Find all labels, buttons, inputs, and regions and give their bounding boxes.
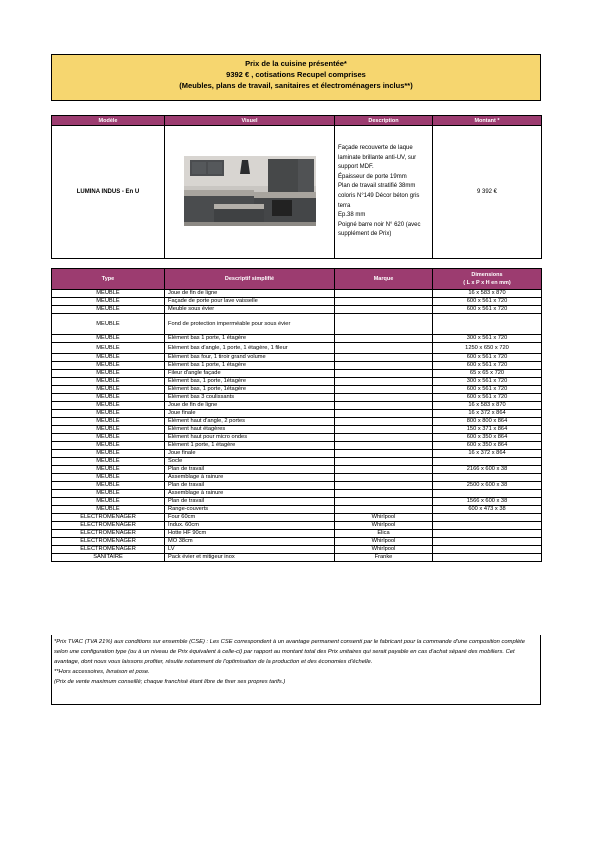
item-brand xyxy=(335,410,433,418)
table-row xyxy=(52,378,542,386)
table-row xyxy=(52,298,542,306)
col-desc: Descriptif simplifié xyxy=(165,269,335,290)
item-brand xyxy=(335,426,433,434)
table-row xyxy=(52,474,542,482)
item-desc: Elément haut pour micro ondes xyxy=(165,434,335,442)
items-header-row xyxy=(52,269,542,290)
item-dim xyxy=(433,458,542,466)
kitchen-photo xyxy=(184,156,316,226)
item-dim: 2166 x 600 x 38 xyxy=(433,466,542,474)
table-row xyxy=(52,450,542,458)
dim-subtitle: ( L x P x H en mm) xyxy=(463,280,511,286)
item-desc: Joue finale xyxy=(165,410,335,418)
item-brand: Whirlpool xyxy=(335,514,433,522)
item-type: MEUBLE xyxy=(52,402,165,410)
item-brand xyxy=(335,370,433,378)
item-desc: Elément haut étagères xyxy=(165,426,335,434)
summary-row xyxy=(52,126,542,259)
item-desc: Elément bas four, 1 tiroir grand volume xyxy=(165,354,335,362)
item-dim: 600 x 561 x 720 xyxy=(433,298,542,306)
summary-header-row xyxy=(52,116,542,126)
table-row xyxy=(52,434,542,442)
item-desc: Fileur d'angle façade xyxy=(165,370,335,378)
table-row xyxy=(52,335,542,343)
item-type: MEUBLE xyxy=(52,450,165,458)
item-desc: Elément bas d'angle, 1 porte, 1 étagère, 1 fileur xyxy=(165,343,335,354)
item-brand: Whirlpool xyxy=(335,538,433,546)
item-dim xyxy=(433,554,542,562)
item-brand xyxy=(335,490,433,498)
item-type: MEUBLE xyxy=(52,458,165,466)
description-cell xyxy=(335,126,433,259)
note-price: (Prix de vente maximum conseillé; chaque franchisé étant libre de fixer ses propres tarifs.) xyxy=(54,679,286,685)
item-desc: Assemblage à rainure xyxy=(165,490,335,498)
item-brand xyxy=(335,386,433,394)
table-row xyxy=(52,554,542,562)
item-dim xyxy=(433,538,542,546)
item-dim: 1250 x 650 x 720 xyxy=(433,343,542,354)
item-brand xyxy=(335,458,433,466)
table-row xyxy=(52,370,542,378)
table-row xyxy=(52,426,542,434)
item-desc: Indux. 60cm xyxy=(165,522,335,530)
item-dim: 600 x 350 x 864 xyxy=(433,442,542,450)
table-row xyxy=(52,530,542,538)
note-cse: *Prix TVAC (TVA 21%) aux conditions sur ensemble (CSE) : Les CSE correspondent à un avantage permanent consenti par le fabricant pour la commande d'une composition complète selon une configuration type (ou à un niveau de Prix équivalent à celle-ci) par rapport au montant total des Prix unitaires qui serait payable en cas d'achat séparé des mobiliers. Cet avantage, dont nous vous laissons profiter, résulte notamment de l'optimisation de la production et des économies d'échelle. xyxy=(54,639,526,665)
item-type: MEUBLE xyxy=(52,362,165,370)
item-desc: Fond de protection imperméable pour sous évier xyxy=(165,314,335,335)
item-type: ELECTROMENAGER xyxy=(52,522,165,530)
item-dim xyxy=(433,530,542,538)
item-dim xyxy=(433,490,542,498)
item-brand xyxy=(335,378,433,386)
item-brand xyxy=(335,442,433,450)
table-row xyxy=(52,362,542,370)
table-row xyxy=(52,498,542,506)
col-visual: Visuel xyxy=(165,116,335,126)
table-row xyxy=(52,314,542,335)
item-dim: 65 x 65 x 720 xyxy=(433,370,542,378)
item-desc: Four 60cm xyxy=(165,514,335,522)
item-type: MEUBLE xyxy=(52,394,165,402)
item-dim: 16 x 372 x 864 xyxy=(433,450,542,458)
item-type: MEUBLE xyxy=(52,354,165,362)
item-desc: Joue de fin de ligne xyxy=(165,402,335,410)
table-row xyxy=(52,394,542,402)
item-type: SANITAIRE xyxy=(52,554,165,562)
item-dim xyxy=(433,546,542,554)
item-dim xyxy=(433,522,542,530)
item-type: MEUBLE xyxy=(52,386,165,394)
amount-cell: 9 392 € xyxy=(433,126,542,259)
item-brand xyxy=(335,474,433,482)
item-brand xyxy=(335,394,433,402)
col-brand: Marque xyxy=(335,269,433,290)
item-brand xyxy=(335,506,433,514)
table-row xyxy=(52,506,542,514)
item-brand xyxy=(335,402,433,410)
table-row xyxy=(52,343,542,354)
table-row xyxy=(52,418,542,426)
table-row xyxy=(52,410,542,418)
item-dim: 300 x 561 x 720 xyxy=(433,378,542,386)
item-desc: Assemblage à rainure xyxy=(165,474,335,482)
item-type: ELECTROMENAGER xyxy=(52,514,165,522)
item-type: MEUBLE xyxy=(52,490,165,498)
item-dim: 150 x 371 x 864 xyxy=(433,426,542,434)
item-type: MEUBLE xyxy=(52,410,165,418)
item-brand xyxy=(335,354,433,362)
item-dim xyxy=(433,514,542,522)
col-model: Modèle xyxy=(52,116,165,126)
item-desc: Range-couverts xyxy=(165,506,335,514)
table-row xyxy=(52,466,542,474)
item-desc: Socle xyxy=(165,458,335,466)
item-brand xyxy=(335,482,433,490)
note-excluded: **Hors accessoires, livraison et pose. xyxy=(54,669,150,675)
table-row xyxy=(52,290,542,298)
item-type: MEUBLE xyxy=(52,466,165,474)
item-type: MEUBLE xyxy=(52,314,165,335)
item-brand xyxy=(335,450,433,458)
item-dim: 16 x 583 x 870 xyxy=(433,290,542,298)
item-dim xyxy=(433,314,542,335)
item-brand xyxy=(335,335,433,343)
item-brand: Whirlpool xyxy=(335,546,433,554)
items-body xyxy=(52,290,542,562)
item-type: MEUBLE xyxy=(52,426,165,434)
table-row xyxy=(52,386,542,394)
table-row xyxy=(52,490,542,498)
item-brand: Elica xyxy=(335,530,433,538)
item-type: ELECTROMENAGER xyxy=(52,530,165,538)
col-type: Type xyxy=(52,269,165,290)
price-header xyxy=(51,54,541,101)
item-type: MEUBLE xyxy=(52,370,165,378)
table-row xyxy=(52,306,542,314)
item-dim: 600 x 350 x 864 xyxy=(433,434,542,442)
item-desc: Hotte HF 90cm xyxy=(165,530,335,538)
item-type: MEUBLE xyxy=(52,298,165,306)
item-desc: MO 38cm xyxy=(165,538,335,546)
table-row xyxy=(52,402,542,410)
table-row xyxy=(52,458,542,466)
item-dim: 16 x 372 x 864 xyxy=(433,410,542,418)
item-dim: 600 x 561 x 720 xyxy=(433,386,542,394)
item-type: MEUBLE xyxy=(52,378,165,386)
item-brand xyxy=(335,298,433,306)
header-line-1: Prix de la cuisine présentée* xyxy=(245,59,347,68)
item-brand xyxy=(335,466,433,474)
item-brand xyxy=(335,362,433,370)
item-desc: Plan de travail xyxy=(165,482,335,490)
item-dim: 1566 x 600 x 38 xyxy=(433,498,542,506)
description-line: Poigné barre noir N° 620 (avec supplément de Prix) xyxy=(338,221,421,238)
item-desc: Elément bas 1 porte, 1 étagère xyxy=(165,362,335,370)
description-line: Épaisseur de porte 19mm xyxy=(338,173,407,180)
header-line-3: (Meubles, plans de travail, sanitaires et électroménagers inclus**) xyxy=(179,81,413,90)
table-row xyxy=(52,514,542,522)
item-brand xyxy=(335,498,433,506)
item-brand xyxy=(335,290,433,298)
item-desc: LV xyxy=(165,546,335,554)
item-brand xyxy=(335,306,433,314)
items-table xyxy=(51,268,542,562)
item-type: MEUBLE xyxy=(52,343,165,354)
item-brand xyxy=(335,434,433,442)
item-brand: Whirlpool xyxy=(335,522,433,530)
col-dimensions xyxy=(433,269,542,290)
header-line-2: 9392 € , cotisations Recupel comprises xyxy=(226,70,366,79)
item-desc: Façade de porte pour lave vaisselle xyxy=(165,298,335,306)
item-desc: Elément bas 3 coulissants xyxy=(165,394,335,402)
item-brand xyxy=(335,314,433,335)
table-row xyxy=(52,546,542,554)
item-dim xyxy=(433,474,542,482)
item-type: MEUBLE xyxy=(52,290,165,298)
item-type: ELECTROMENAGER xyxy=(52,538,165,546)
item-type: ELECTROMENAGER xyxy=(52,546,165,554)
item-type: MEUBLE xyxy=(52,418,165,426)
table-row xyxy=(52,354,542,362)
table-row xyxy=(52,482,542,490)
model-name: LUMINA INDUS - En U xyxy=(52,126,165,259)
item-dim: 600 x 561 x 720 xyxy=(433,394,542,402)
item-type: MEUBLE xyxy=(52,335,165,343)
item-dim: 600 x 561 x 720 xyxy=(433,354,542,362)
item-desc: Plan de travail xyxy=(165,498,335,506)
footnotes xyxy=(51,635,541,705)
item-type: MEUBLE xyxy=(52,498,165,506)
kitchen-image xyxy=(165,126,335,259)
item-desc: Plan de travail xyxy=(165,466,335,474)
item-dim: 600 x 561 x 720 xyxy=(433,306,542,314)
item-desc: Joue finale xyxy=(165,450,335,458)
item-type: MEUBLE xyxy=(52,306,165,314)
item-dim: 16 x 583 x 870 xyxy=(433,402,542,410)
item-type: MEUBLE xyxy=(52,482,165,490)
item-dim: 600 x 561 x 720 xyxy=(433,362,542,370)
col-amount: Montant * xyxy=(433,116,542,126)
item-desc: Elément bas, 1 porte, 1étagère xyxy=(165,378,335,386)
item-dim: 800 x 800 x 864 xyxy=(433,418,542,426)
item-dim: 2500 x 600 x 38 xyxy=(433,482,542,490)
table-row xyxy=(52,442,542,450)
item-desc: Elément haut d'angle, 2 portes xyxy=(165,418,335,426)
item-desc: Joue de fin de ligne xyxy=(165,290,335,298)
item-brand xyxy=(335,418,433,426)
summary-table xyxy=(51,115,542,259)
item-type: MEUBLE xyxy=(52,474,165,482)
description-line: Plan de travail stratifié 38mm coloris N°149 Décor béton gris terra xyxy=(338,183,420,209)
table-row xyxy=(52,522,542,530)
description-line: Ep.38 mm xyxy=(338,212,366,219)
item-type: MEUBLE xyxy=(52,442,165,450)
item-desc: Meuble sous évier xyxy=(165,306,335,314)
item-dim: 600 x 473 x 38 xyxy=(433,506,542,514)
item-desc: Elément bas 1 porte, 1 étagère xyxy=(165,335,335,343)
dim-title: Dimensions xyxy=(471,272,503,278)
col-description: Description xyxy=(335,116,433,126)
item-desc: Elément bas, 1 porte, 1étagère xyxy=(165,386,335,394)
item-desc: Elément 1 porte, 1 étagère xyxy=(165,442,335,450)
description-line: Façade recouverte de laque laminate brillante anti-UV, sur support MDF. xyxy=(338,145,417,171)
item-type: MEUBLE xyxy=(52,506,165,514)
item-brand xyxy=(335,343,433,354)
item-desc: Pack évier et mitigeur inox xyxy=(165,554,335,562)
item-brand: Franke xyxy=(335,554,433,562)
item-dim: 300 x 561 x 720 xyxy=(433,335,542,343)
item-type: MEUBLE xyxy=(52,434,165,442)
table-row xyxy=(52,538,542,546)
